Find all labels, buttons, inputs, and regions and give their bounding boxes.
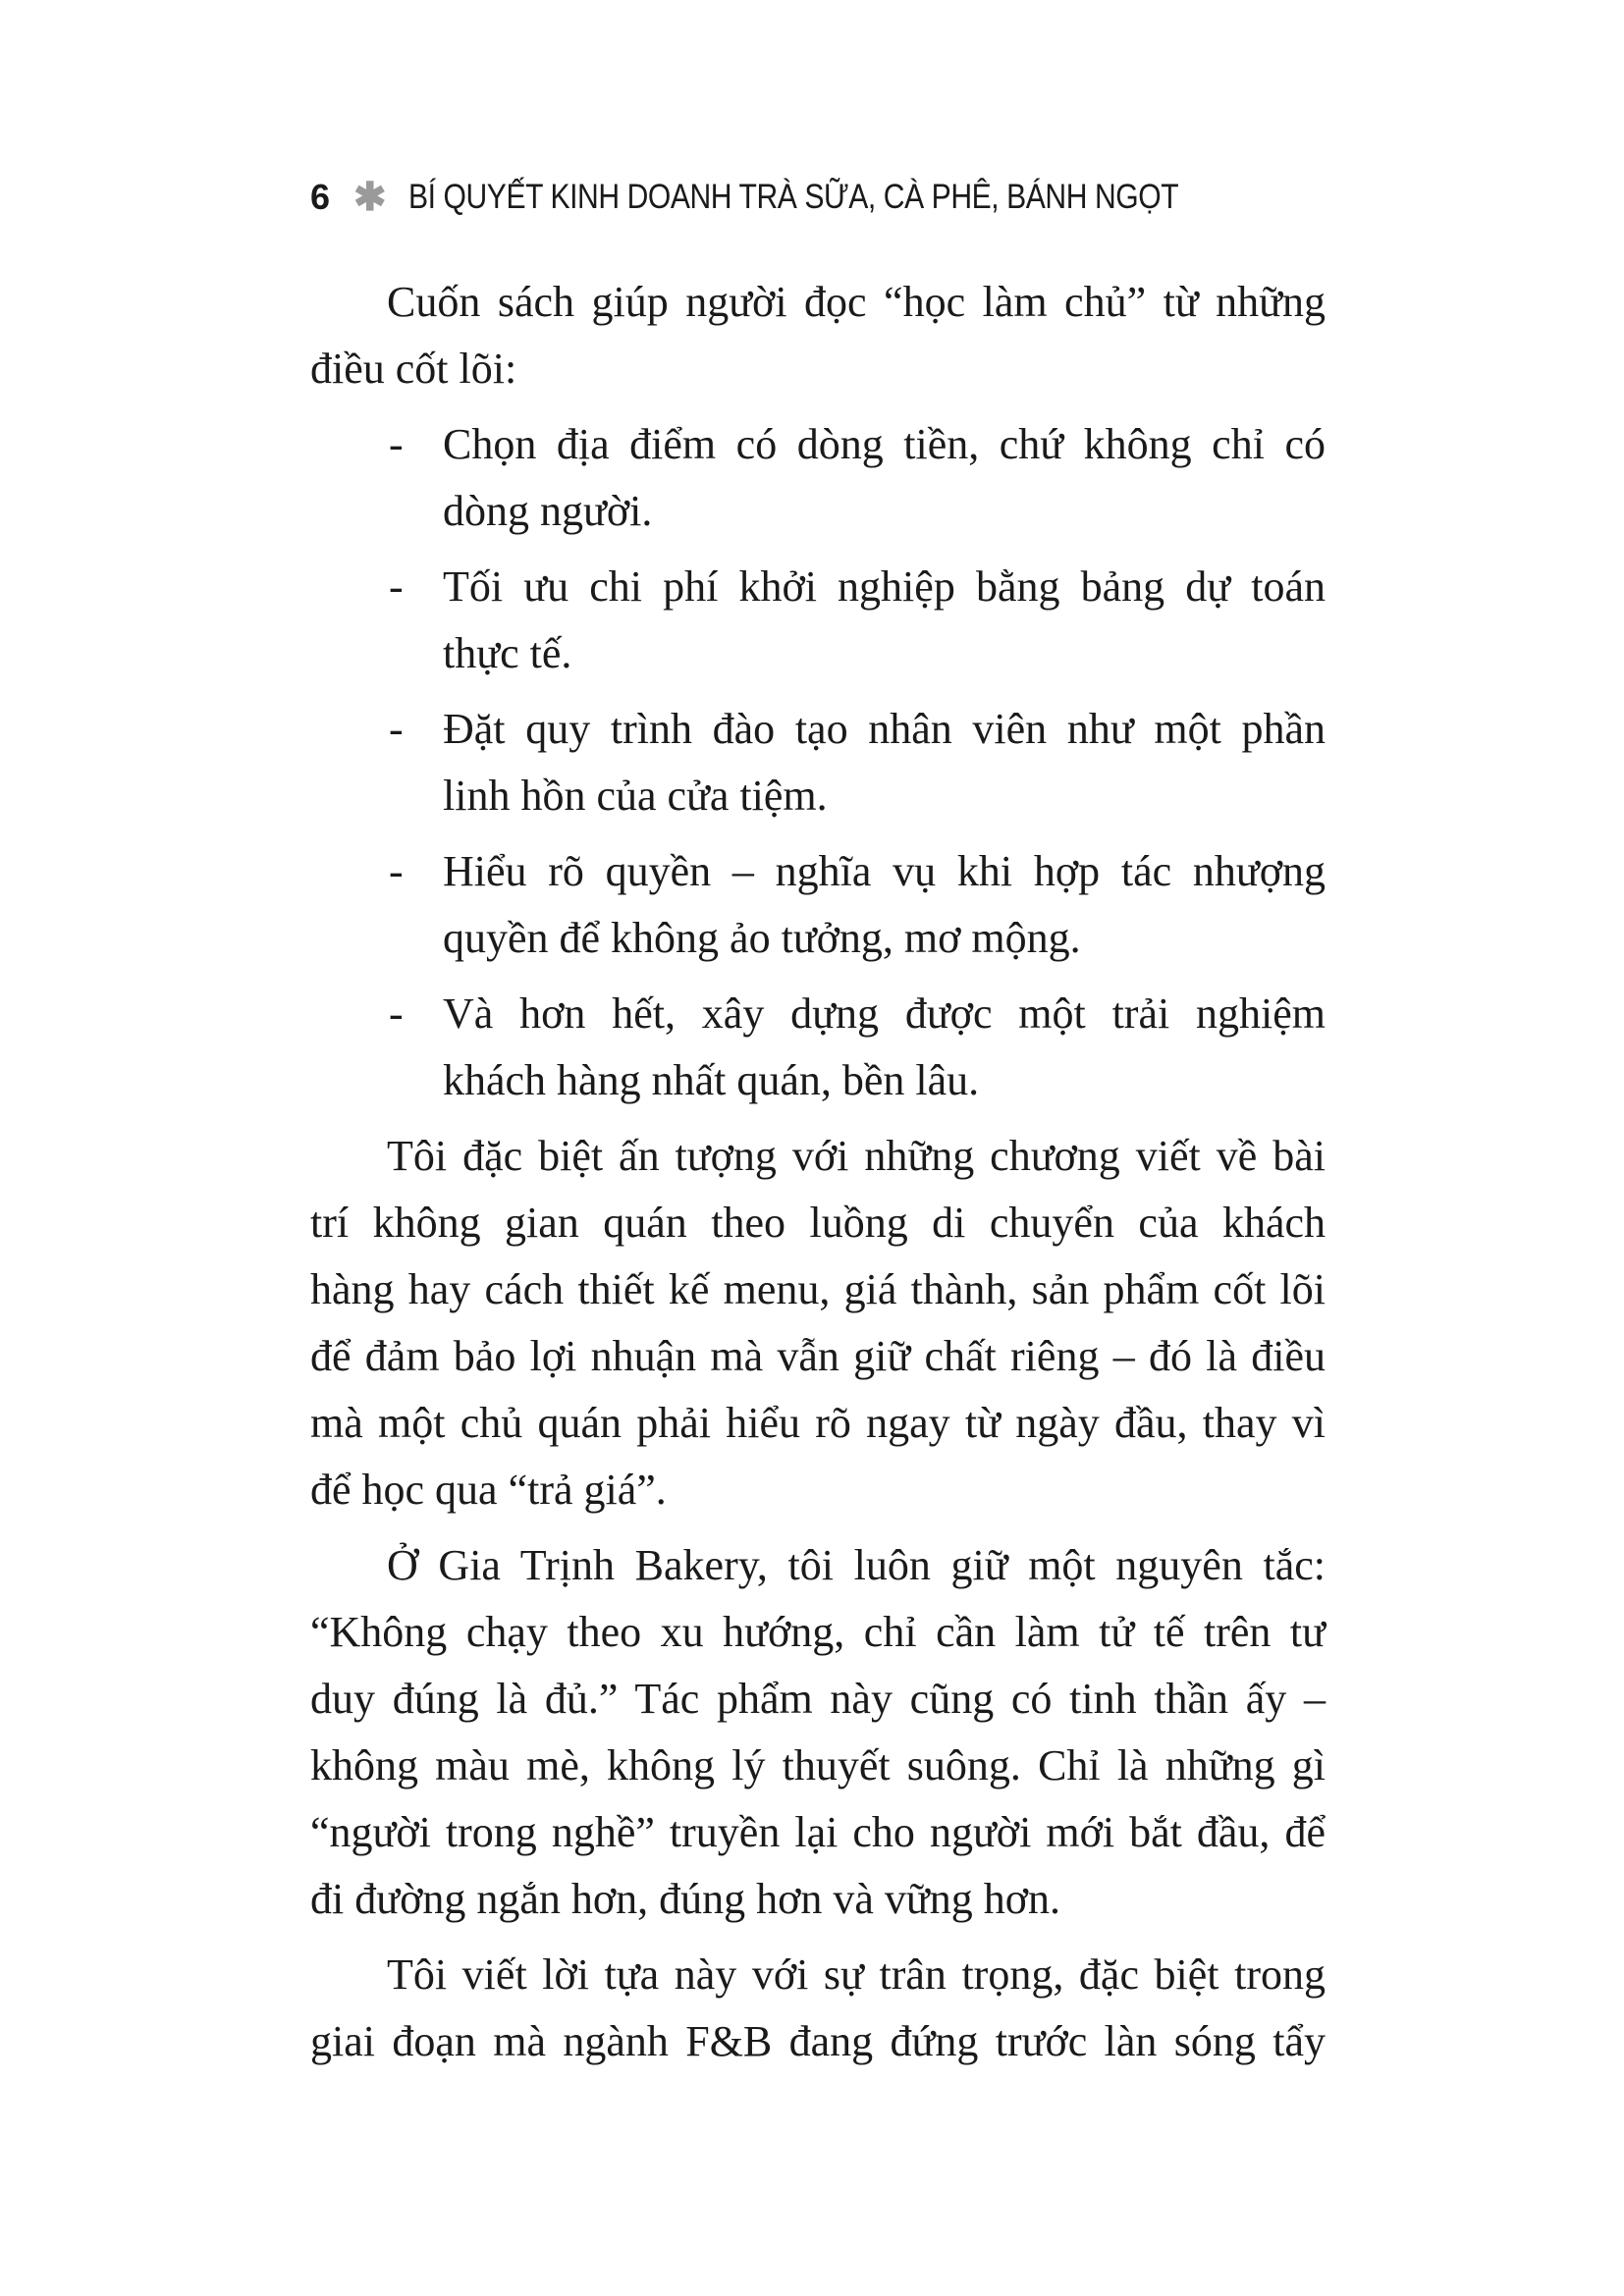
bullet-item [310,696,1326,829]
text-line: Cuốn sách giúp người đọc “học làm chủ” từ những [387,278,1326,326]
bullet-item [310,554,1326,687]
running-header [310,175,1303,220]
text-line: khách hàng nhất quán, bền lâu. [443,1056,980,1104]
text-line: quyền để không ảo tưởng, mơ mộng. [443,914,1081,962]
text-line: Tối ưu chi phí khởi nghiệp bằng bảng dự toán [443,562,1326,611]
text-line: giai đoạn mà ngành F&B đang đứng trước làn sóng tẩy [310,2017,1326,2065]
book-title: BÍ QUYẾT KINH DOANH TRÀ SỮA, CÀ PHÊ, BÁNH NGỌT [407,178,1178,216]
paragraph [310,1123,1326,1523]
text-line: Và hơn hết, xây dựng được một trải nghiệm [443,989,1326,1038]
paragraph [310,1942,1326,2075]
text-line: trí không gian quán theo luồng di chuyển của khách [310,1199,1326,1247]
text-line: đi đường ngắn hơn, đúng hơn và vững hơn. [310,1875,1061,1923]
page-number: 6 [310,177,331,217]
text-line: mà một chủ quán phải hiểu rõ ngay từ ngày đầu, thay vì [310,1399,1326,1447]
text-line: Tôi viết lời tựa này với sự trân trọng, đặc biệt trong [387,1950,1326,1999]
text-line: Hiểu rõ quyền – nghĩa vụ khi hợp tác nhượng [443,847,1326,895]
text-line: Chọn địa điểm có dòng tiền, chứ không chỉ có [443,420,1326,468]
paragraph [310,269,1326,402]
bullet-item [310,411,1326,545]
bullet-item [310,838,1326,972]
text-line: để đảm bảo lợi nhuận mà vẫn giữ chất riêng – đó là điều [310,1332,1326,1380]
bullet-dash: - [389,989,404,1038]
text-line: “người trong nghề” truyền lại cho người mới bắt đầu, để [310,1808,1326,1856]
bullet-dash: - [389,562,404,611]
text-line: hàng hay cách thiết kế menu, giá thành, sản phẩm cốt lõi [310,1265,1326,1313]
asterisk-icon: ✱ [353,176,387,219]
text-line: điều cốt lõi: [310,345,517,393]
text-line: “Không chạy theo xu hướng, chỉ cần làm tử tế trên tư [310,1608,1326,1656]
page-body [310,269,1326,2084]
text-line: để học qua “trả giá”. [310,1466,667,1514]
bullet-dash: - [389,705,404,753]
bullet-item [310,981,1326,1114]
text-line: Tôi đặc biệt ấn tượng với những chương viết về bài [387,1132,1326,1180]
bullet-dash: - [389,847,404,895]
paragraph [310,1532,1326,1933]
text-line: linh hồn của cửa tiệm. [443,772,828,820]
text-line: không màu mè, không lý thuyết suông. Chỉ là những gì [310,1741,1326,1789]
text-line: thực tế. [443,629,572,677]
text-line: Ở Gia Trịnh Bakery, tôi luôn giữ một nguyên tắc: [387,1541,1326,1589]
text-line: dòng người. [443,487,653,535]
text-line: Đặt quy trình đào tạo nhân viên như một phần [443,705,1326,753]
text-line: duy đúng là đủ.” Tác phẩm này cũng có tinh thần ấy – [310,1675,1326,1723]
bullet-dash: - [389,420,404,468]
